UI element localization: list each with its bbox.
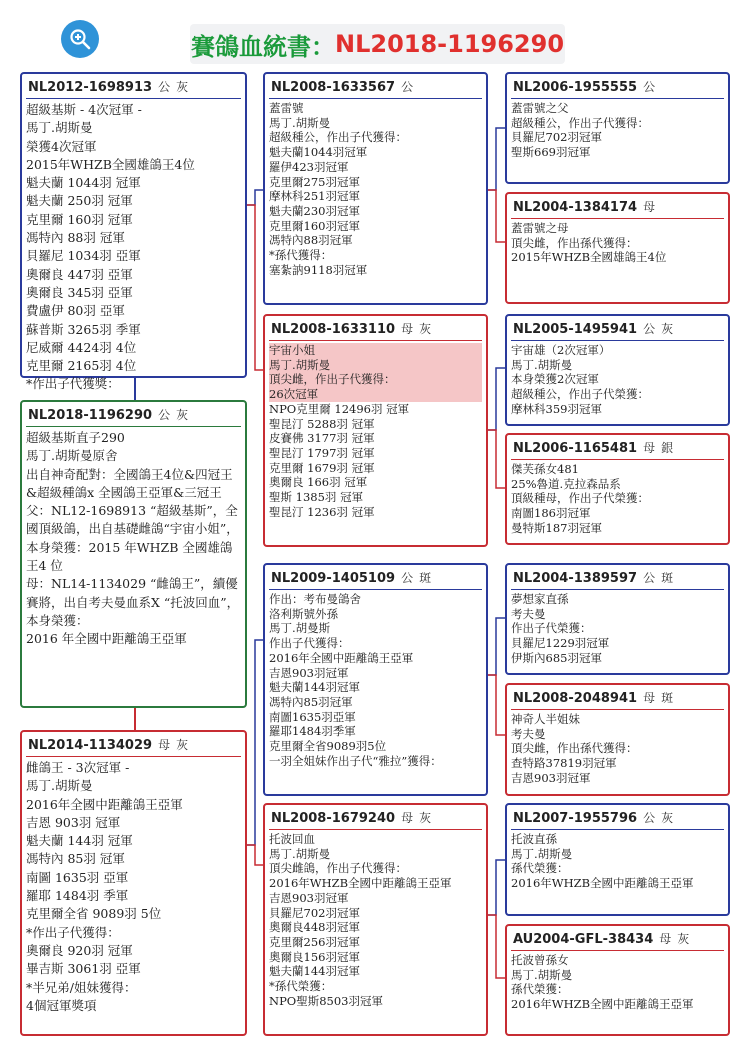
text-line: 夢想家直孫: [511, 592, 569, 606]
text-line: 超級基斯 - 4次冠軍 -: [26, 102, 142, 117]
card-ddd[interactable]: [505, 924, 730, 1036]
text-line: 克里爾275羽冠軍: [269, 174, 360, 189]
text-line: 貝羅尼702羽冠軍: [269, 905, 360, 920]
text-line: 26次冠軍: [269, 387, 319, 402]
divider: [511, 459, 724, 460]
sex-label: 公: [401, 571, 414, 585]
text-line: 父：NL12-1698913 “超級基斯”，全國頂級鴿，出自基礎雌鴿“宇宙小姐”，本身榮獲：2015 年WHZB 全國雄鴿王4 位: [26, 503, 239, 574]
divider: [511, 340, 724, 341]
achievement-list: [511, 462, 724, 536]
divider: [26, 98, 241, 99]
text-line: NPO克里爾 12496羽 冠軍: [269, 401, 410, 416]
achievement-list: [269, 832, 482, 1008]
text-line: 作出：考布曼鴿舍: [269, 592, 361, 606]
text-line: 克里爾 160羽 冠軍: [26, 211, 133, 227]
page-title: [190, 24, 565, 64]
sex-label: 母: [158, 738, 171, 752]
text-line: 魁夫蘭144羽冠軍: [269, 964, 360, 979]
sex-label: 公: [643, 571, 656, 585]
achievement-list: [26, 759, 241, 1015]
sex-label: 母: [401, 322, 414, 336]
achievement-list: [269, 101, 482, 277]
ring-number: AU2004-GFL-38434: [513, 932, 654, 947]
text-line: 馬丁.胡斯曼: [269, 846, 331, 861]
text-line: 托波曾孫女: [511, 953, 569, 967]
achievement-list: [269, 402, 482, 520]
ring-number: NL2008-2048941: [513, 691, 638, 706]
ring-number: NL2009-1405109: [271, 571, 396, 586]
text-line: 羅耶 1484羽 季軍: [26, 888, 129, 904]
card-sire-dam[interactable]: [263, 314, 488, 547]
divider: [269, 340, 482, 341]
text-line: 2015年WHZB全國雄鴿王4位: [26, 156, 195, 172]
divider: [26, 756, 241, 757]
text-line: 馮特內88羽冠軍: [269, 233, 353, 248]
text-line: 超級基斯直子290: [26, 430, 125, 445]
color-label: 灰: [677, 932, 690, 946]
text-line: 榮獲4次冠軍: [26, 138, 97, 154]
text-line: 托波直孫: [511, 832, 557, 846]
text-line: 馬丁.胡斯曼: [269, 115, 331, 130]
text-line: 羅耶1484羽季軍: [269, 724, 356, 739]
sex-label: 公: [643, 80, 656, 94]
text-line: 托波回血: [269, 832, 315, 846]
text-line: 超級種公，作出子代獲得：: [269, 130, 407, 145]
ring-number: NL2006-1165481: [513, 441, 638, 456]
card-sds[interactable]: [505, 314, 730, 426]
card-sire[interactable]: [20, 72, 247, 392]
achievement-list: [511, 221, 724, 265]
text-line: 貝羅尼 1034羽 亞軍: [26, 248, 141, 264]
text-line: 超級種公，作出子代獲得：: [511, 115, 649, 130]
achievement-list: [511, 592, 724, 666]
ring-header: [511, 318, 724, 337]
ring-header: [511, 567, 724, 586]
card-dam-dam[interactable]: [263, 803, 488, 1036]
text-line: 頂級種母，作出子代榮獲：: [511, 491, 649, 506]
card-sss[interactable]: [505, 72, 730, 184]
text-line: 馮特內 85羽 冠軍: [26, 851, 125, 867]
text-line: 孫代榮獲：: [511, 982, 569, 997]
text-line: 蓋雷號之父: [511, 101, 569, 115]
text-line: 孫代榮獲：: [511, 861, 569, 876]
achievement-list: [511, 832, 724, 891]
text-line: 母：NL14-1134029 “雌鴿王”，續優賽將，出自考夫曼血系X “托波回血”，本身榮獲：: [26, 576, 240, 628]
text-line: 雌鴿王 - 3次冠軍 -: [26, 760, 130, 775]
text-line: 聖昆汀 1797羽 冠軍: [269, 445, 375, 460]
title-ring-number: NL2018-1196290: [334, 30, 565, 58]
title-label: 賽鴿血統書：: [190, 32, 335, 61]
divider: [269, 829, 482, 830]
color-label: 斑: [661, 571, 674, 585]
color-label: 灰: [661, 811, 674, 825]
sex-label: 母: [643, 441, 656, 455]
divider: [511, 98, 724, 99]
text-line: 聖昆汀 1236羽 冠軍: [269, 504, 375, 519]
text-line: 克里爾全省9089羽5位: [269, 739, 387, 754]
text-line: 吉恩 903羽 冠軍: [26, 814, 121, 830]
text-line: 魁夫蘭1044羽冠軍: [269, 145, 368, 160]
text-line: *作出子代獲獎：: [26, 376, 120, 392]
zoom-in-icon: [68, 27, 92, 51]
card-sdd[interactable]: [505, 433, 730, 545]
text-line: 魁夫蘭 250羽 冠軍: [26, 193, 133, 209]
text-line: 貝羅尼702羽冠軍: [511, 130, 602, 145]
text-line: 2016年全國中距離鴿王亞軍: [26, 796, 183, 812]
sex-label: 公: [158, 80, 171, 94]
divider: [511, 589, 724, 590]
ring-header: [511, 687, 724, 706]
achievement-list: [26, 101, 241, 394]
divider: [26, 426, 241, 427]
text-line: 作出子代榮獲：: [511, 621, 592, 636]
text-line: 蓋雷號: [269, 101, 304, 115]
zoom-button[interactable]: [61, 20, 99, 58]
text-line: 作出子代獲得：: [269, 636, 350, 651]
text-line: 聖斯 1385羽 冠軍: [269, 490, 364, 505]
ring-number: NL2005-1495941: [513, 322, 638, 337]
ring-number: NL2004-1384174: [513, 200, 638, 215]
ring-header: [511, 437, 724, 456]
ring-header: [269, 567, 482, 586]
sex-label: 母: [659, 932, 672, 946]
text-line: NPO聖斯8503羽冠軍: [269, 993, 383, 1008]
ring-header: [511, 76, 724, 95]
text-line: 出自神奇配對：全國鴿王4位&四冠王&超級種鴿x 全國鴿王亞軍&三冠王: [26, 466, 233, 500]
text-line: 奧爾良 345羽 亞軍: [26, 284, 133, 300]
sex-label: 公: [643, 811, 656, 825]
ring-header: [26, 76, 241, 95]
text-line: 馬丁.胡斯曼: [511, 846, 573, 861]
text-line: 頂尖雌，作出孫代獲得：: [511, 235, 638, 250]
card-subject[interactable]: [20, 400, 247, 708]
text-line: 馬丁.胡斯曼: [511, 357, 573, 372]
text-line: 馮特內 88羽 冠軍: [26, 230, 125, 246]
text-line: 宇宙雄（2次冠軍）: [511, 343, 611, 357]
text-line: 馬丁.胡斯曼: [26, 778, 93, 794]
text-line: 馬丁.胡斯曼: [26, 120, 93, 136]
text-line: 克里爾 2165羽 4位: [26, 358, 137, 374]
ring-number: NL2006-1955555: [513, 80, 638, 95]
ring-header: [26, 734, 241, 753]
card-dss[interactable]: [505, 563, 730, 675]
ring-number: NL2004-1389597: [513, 571, 638, 586]
divider: [269, 589, 482, 590]
text-line: 克里爾256羽冠軍: [269, 934, 360, 949]
text-line: *作出子代獲得：: [26, 924, 120, 940]
text-line: 考夫曼: [511, 726, 546, 741]
text-line: 克里爾160羽冠軍: [269, 218, 360, 233]
sex-label: 母: [401, 811, 414, 825]
description-list: [26, 429, 241, 649]
text-line: 2016年WHZB全國中距離鴿王亞軍: [511, 876, 694, 891]
card-dds[interactable]: [505, 803, 730, 916]
text-line: 2016年WHZB全國中距離鴿王亞軍: [511, 997, 694, 1012]
text-line: 曼特斯187羽冠軍: [511, 520, 602, 535]
text-line: 奧爾良 920羽 冠軍: [26, 942, 133, 958]
color-label: 灰: [419, 811, 432, 825]
ring-header: [511, 928, 724, 947]
color-label: 灰: [661, 322, 674, 336]
text-line: 奧爾良448羽冠軍: [269, 920, 360, 935]
text-line: 摩林科359羽冠軍: [511, 401, 602, 416]
ring-number: NL2007-1955796: [513, 811, 638, 826]
sex-label: 母: [643, 200, 656, 214]
text-line: 宇宙小姐: [269, 343, 315, 357]
text-line: 奧爾良 447羽 亞軍: [26, 266, 133, 282]
text-line: 奧爾良156羽冠軍: [269, 949, 360, 964]
text-line: 克里爾 1679羽 冠軍: [269, 460, 375, 475]
sex-label: 母: [643, 691, 656, 705]
text-line: 奧爾良 166羽 冠軍: [269, 475, 368, 490]
color-label: 灰: [419, 322, 432, 336]
ring-header: [269, 318, 482, 337]
text-line: 南圖 1635羽 亞軍: [26, 869, 129, 885]
color-label: 斑: [419, 571, 432, 585]
text-line: *孫代獲得：: [269, 248, 333, 263]
divider: [269, 98, 482, 99]
text-line: 南圖186羽冠軍: [511, 506, 591, 521]
text-line: 考夫曼: [511, 606, 546, 621]
color-label: 斑: [661, 691, 674, 705]
text-line: 馬丁.胡曼斯: [269, 621, 331, 636]
text-line: 馬丁.胡斯曼: [511, 967, 573, 982]
card-sire-sire[interactable]: [263, 72, 488, 305]
text-line: 魁夫蘭 1044羽 冠軍: [26, 175, 141, 191]
text-line: 塞紮訥9118羽冠軍: [269, 262, 368, 277]
ring-header: [511, 196, 724, 215]
text-line: 尼威爾 4424羽 4位: [26, 339, 137, 355]
text-line: 頂尖雌鴿，作出子代獲得：: [269, 861, 407, 876]
text-line: 馮特內85羽冠軍: [269, 694, 353, 709]
text-line: 蓋雷號之母: [511, 221, 569, 235]
achievement-list: [511, 953, 724, 1012]
highlighted-summary: [269, 343, 482, 402]
text-line: 2016年WHZB全國中距離鴿王亞軍: [269, 876, 452, 891]
card-dsd[interactable]: [505, 683, 730, 796]
ring-number: NL2012-1698913: [28, 80, 153, 95]
text-line: *孫代榮獲：: [269, 979, 333, 994]
card-dam[interactable]: [20, 730, 247, 1036]
achievement-list: [269, 592, 482, 768]
text-line: 超級種公，作出子代榮獲：: [511, 387, 649, 402]
text-line: 費盧伊 80羽 亞軍: [26, 303, 125, 319]
ring-number: NL2014-1134029: [28, 738, 153, 753]
text-line: 本身榮獲2次冠軍: [511, 372, 599, 387]
text-line: 克里爾全省 9089羽 5位: [26, 906, 162, 922]
color-label: 灰: [176, 738, 189, 752]
card-dam-sire[interactable]: [263, 563, 488, 796]
text-line: 魁夫蘭230羽冠軍: [269, 203, 360, 218]
color-label: 灰: [176, 80, 189, 94]
text-line: 羅伊423羽冠軍: [269, 159, 349, 174]
text-line: 一羽全姐妹作出子代“雅拉”獲得：: [269, 753, 442, 768]
text-line: 吉恩903羽冠軍: [269, 890, 349, 905]
ring-number: NL2018-1196290: [28, 408, 153, 423]
text-line: 2015年WHZB全國雄鴿王4位: [511, 250, 667, 265]
sex-label: 公: [158, 408, 171, 422]
text-line: 聖斯669羽冠軍: [511, 145, 591, 160]
color-label: 銀: [661, 441, 674, 455]
divider: [511, 709, 724, 710]
achievement-list: [511, 343, 724, 417]
text-line: 南圖1635羽亞軍: [269, 709, 356, 724]
ring-number: NL2008-1633110: [271, 322, 396, 337]
text-line: 吉恩903羽冠軍: [269, 665, 349, 680]
ring-header: [26, 404, 241, 423]
text-line: 頂尖雌，作出孫代獲得：: [511, 741, 638, 756]
text-line: 吉恩903羽冠軍: [511, 770, 591, 785]
text-line: 摩林科251羽冠軍: [269, 189, 360, 204]
ring-header: [511, 807, 724, 826]
ring-number: NL2008-1633567: [271, 80, 396, 95]
card-ssd[interactable]: [505, 192, 730, 304]
color-label: 灰: [176, 408, 189, 422]
text-line: 頂尖雌，作出子代獲得：: [269, 372, 396, 387]
text-line: 伊斯內685羽冠軍: [511, 650, 602, 665]
divider: [511, 950, 724, 951]
text-line: 洛利斯號外孫: [269, 606, 338, 621]
text-line: 傑芙孫女481: [511, 462, 579, 476]
text-line: 神奇人半姐妹: [511, 712, 580, 726]
text-line: 馬丁.胡斯曼: [269, 357, 331, 372]
sex-label: 公: [643, 322, 656, 336]
text-line: 魁夫蘭144羽冠軍: [269, 680, 360, 695]
text-line: 4個冠軍獎項: [26, 997, 97, 1013]
text-line: 貝羅尼1229羽冠軍: [511, 636, 610, 651]
achievement-list: [511, 101, 724, 160]
divider: [511, 218, 724, 219]
text-line: 2016年全國中距離鴿王亞軍: [269, 650, 414, 665]
achievement-list: [511, 712, 724, 786]
text-line: *半兄弟/姐妹獲得：: [26, 979, 137, 995]
text-line: 皮賽佛 3177羽 冠軍: [269, 431, 375, 446]
text-line: 25%魯道.克拉森品系: [511, 476, 621, 491]
ring-number: NL2008-1679240: [271, 811, 396, 826]
text-line: 2016 年全國中距離鴿王亞軍: [26, 631, 187, 647]
text-line: 蘇普斯 3265羽 季軍: [26, 321, 141, 337]
text-line: 查特路37819羽冠軍: [511, 756, 617, 771]
text-line: 魁夫蘭 144羽 冠軍: [26, 833, 133, 849]
divider: [511, 829, 724, 830]
sex-label: 公: [401, 80, 414, 94]
text-line: 馬丁.胡斯曼原舍: [26, 448, 118, 464]
ring-header: [269, 76, 482, 95]
text-line: 聖昆汀 5288羽 冠軍: [269, 416, 375, 431]
ring-header: [269, 807, 482, 826]
text-line: 畢吉斯 3061羽 亞軍: [26, 961, 141, 977]
